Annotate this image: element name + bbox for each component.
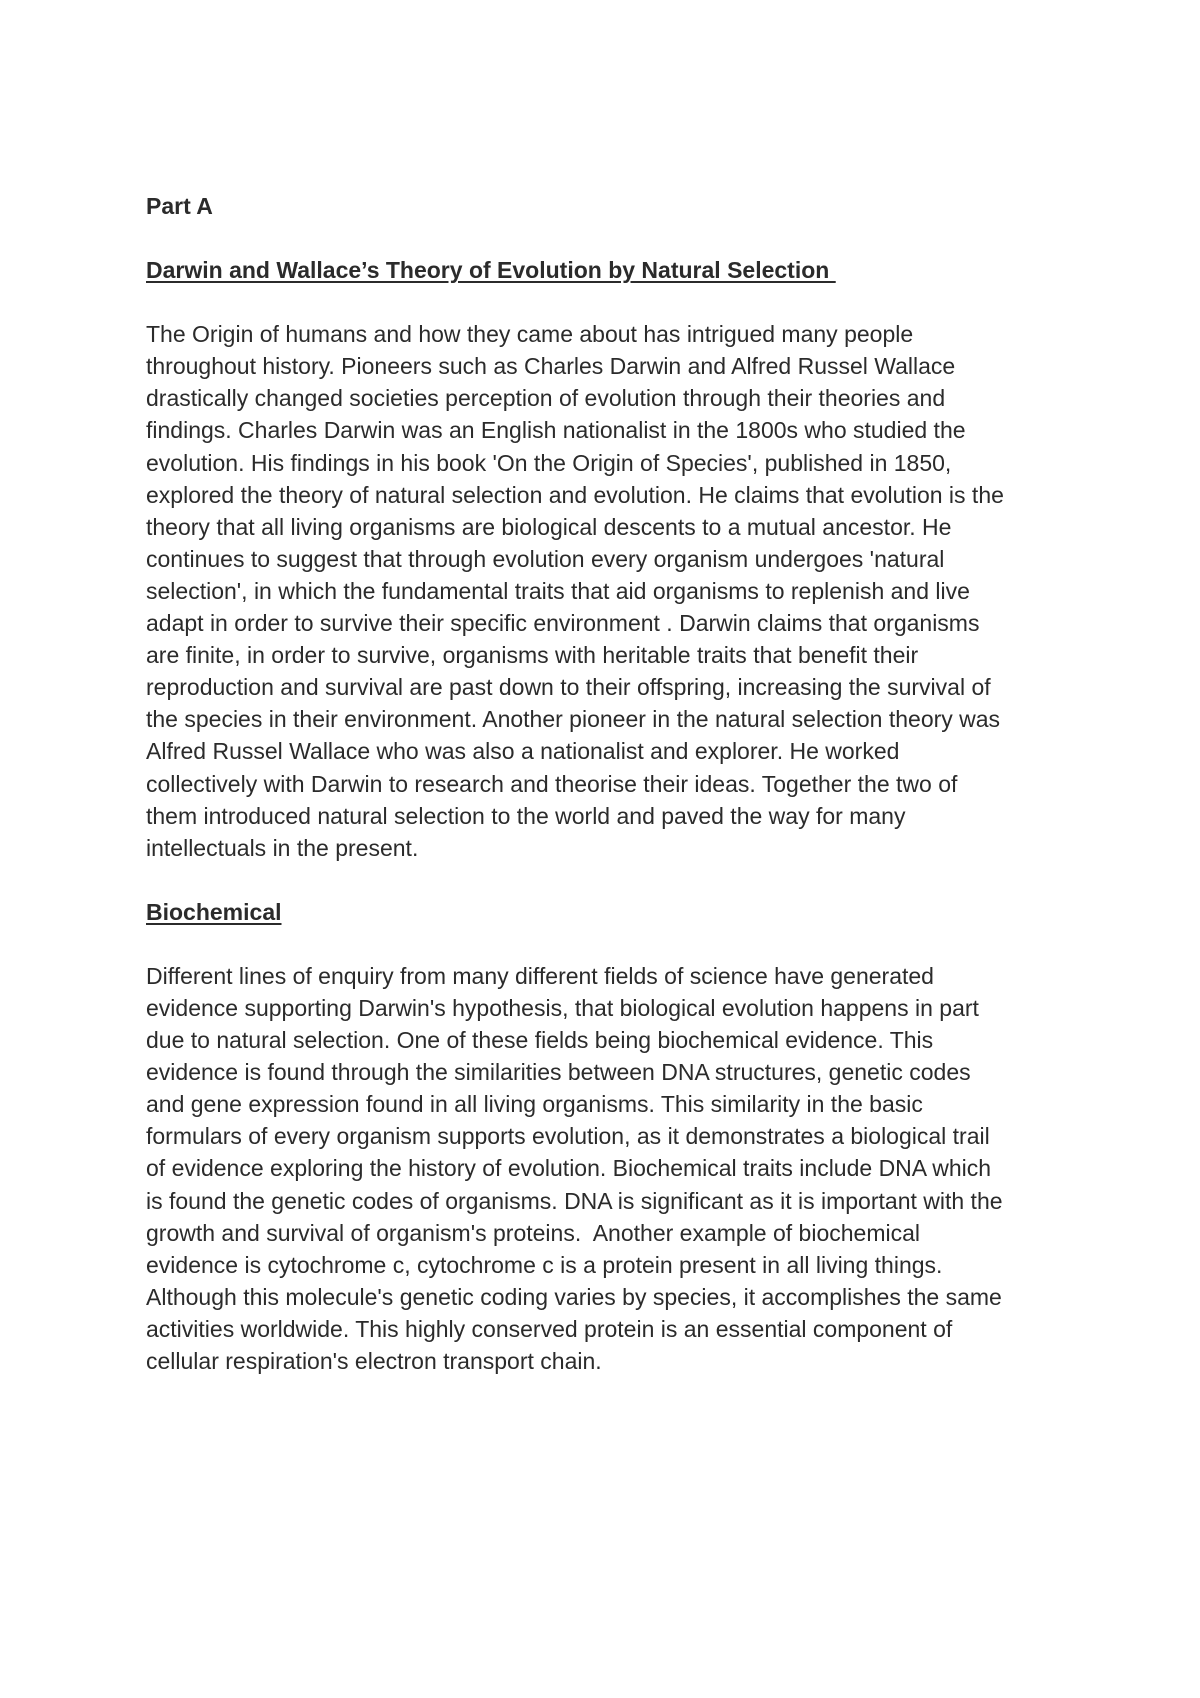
paragraph-biochemical [146,960,1066,1377]
text-line: of evidence exploring the history of evolution. Biochemical traits include DNA which [146,1155,992,1182]
text-line: them introduced natural selection to the world and paved the way for many [146,802,906,829]
document-body [146,190,1066,1377]
text-line: findings. Charles Darwin was an English nationalist in the 1800s who studied the [146,417,966,444]
text-line: The Origin of humans and how they came about has intrigued many people [146,321,914,348]
text-line: reproduction and survival are past down to their offspring, increasing the survival of [146,674,991,701]
text-line: and gene expression found in all living organisms. This similarity in the basic [146,1091,923,1118]
text-line: continues to suggest that through evolution every organism undergoes 'natural [146,545,945,572]
text-line: intellectuals in the present. [146,834,419,861]
text-line: Alfred Russel Wallace who was also a nationalist and explorer. He worked [146,738,900,765]
text-line: cellular respiration's electron transport chain. [146,1348,602,1374]
section-heading-darwin-wallace: Darwin and Wallace’s Theory of Evolution by Natural Selection [146,257,836,284]
text-line: theory that all living organisms are biological descents to a mutual ancestor. He [146,513,952,540]
text-line: collectively with Darwin to research and theorise their ideas. Together the two of [146,770,958,797]
text-line: selection', in which the fundamental traits that aid organisms to replenish and live [146,577,970,604]
text-line: evidence supporting Darwin's hypothesis, that biological evolution happens in part [146,994,979,1021]
text-line: growth and survival of organism's proteins. Another example of biochemical [146,1219,921,1246]
paragraph-darwin-wallace [146,318,1066,864]
text-line: the species in their environment. Another pioneer in the natural selection theory was [146,706,1001,733]
text-line: evidence is found through the similarities between DNA structures, genetic codes [146,1059,971,1086]
text-line: evidence is cytochrome c, cytochrome c is a protein present in all living things. [146,1251,943,1278]
text-line: Different lines of enquiry from many different fields of science have generated [146,962,934,989]
part-title: Part A [146,193,213,219]
text-line: due to natural selection. One of these fields being biochemical evidence. This [146,1027,934,1054]
text-line: adapt in order to survive their specific environment . Darwin claims that organisms [146,610,980,637]
text-line: evolution. His findings in his book 'On the Origin of Species', published in 1850, [146,449,952,476]
text-line: formulars of every organism supports evolution, as it demonstrates a biological trail [146,1123,990,1150]
text-line: throughout history. Pioneers such as Charles Darwin and Alfred Russel Wallace [146,353,956,380]
section-heading-biochemical: Biochemical [146,898,282,925]
text-line: Although this molecule's genetic coding varies by species, it accomplishes the same [146,1283,1002,1310]
text-line: are finite, in order to survive, organisms with heritable traits that benefit their [146,642,919,669]
text-line: is found the genetic codes of organisms. DNA is significant as it is important with the [146,1187,1003,1214]
text-line: explored the theory of natural selection and evolution. He claims that evolution is the [146,481,1004,508]
text-line: activities worldwide. This highly conserved protein is an essential component of [146,1315,953,1342]
text-line: drastically changed societies perception of evolution through their theories and [146,385,946,412]
